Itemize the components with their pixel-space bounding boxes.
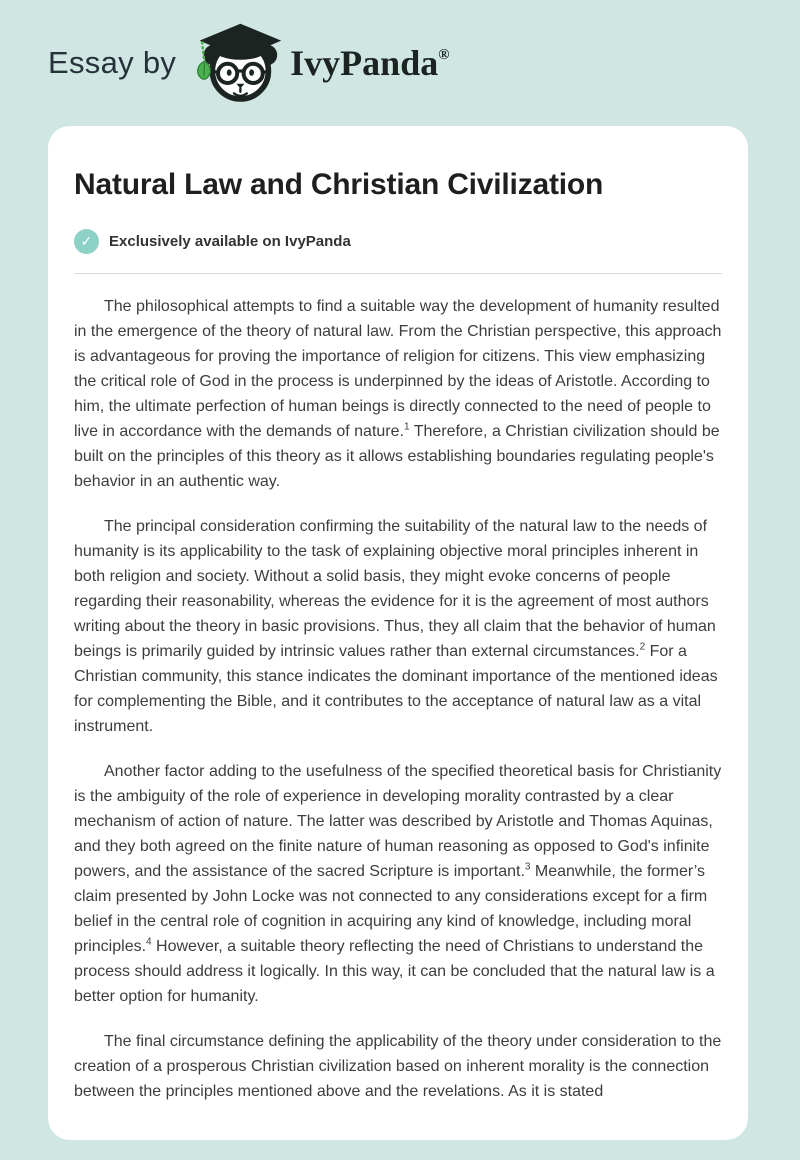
essay-title: Natural Law and Christian Civilization <box>74 168 604 201</box>
essay-paragraph <box>74 1029 722 1104</box>
brand-text: IvyPanda <box>290 43 439 83</box>
exclusive-label: Exclusively available on IvyPanda <box>109 232 351 250</box>
divider <box>74 273 722 274</box>
panda-graduate-icon <box>192 23 284 103</box>
paragraph-text: Meanwhile, the former’s claim presented by John Locke was not connected to any considerations except for a firm belief in the central role of cognition in acquiring any kind of knowledge, including moral principles. <box>74 862 708 955</box>
essay-body <box>74 294 722 1104</box>
ivypanda-logo <box>192 23 449 103</box>
essay-paragraph <box>74 514 722 739</box>
essay-paragraph <box>74 294 722 494</box>
header <box>0 0 800 126</box>
paragraph-text: Another factor adding to the usefulness of the specified theoretical basis for Christianity is the ambiguity of the role of experience in developing morality contrasted by a clear mechanism of action of nature. The latter was described by Aristotle and Thomas Aquinas, and they both agreed on the finite nature of human reasoning as opposed to God's infinite powers, and the assistance of the sacred Scripture is important. <box>74 762 722 880</box>
footnote-marker: 2 <box>639 641 646 653</box>
essay-card <box>48 126 748 1140</box>
footnote-marker: 1 <box>403 421 410 433</box>
exclusive-row <box>74 229 722 254</box>
paragraph-text: For a Christian community, this stance indicates the dominant importance of the mentioned ideas for complementing the Bible, and it contributes to the acceptance of natural law as a vital instrument. <box>74 642 718 735</box>
essay-by-label: Essay by <box>48 45 177 80</box>
footnote-marker: 4 <box>146 936 152 948</box>
paragraph-text: The principal consideration confirming the suitability of the natural law to the needs of humanity is its applicability to the task of explaining objective moral principles inherent in both religion and society. Without a solid basis, they might evoke concerns of people regarding their reasonability, whereas the evidence for it is the agreement of most authors writing about the theory in basic provisions. Thus, they all claim that the behavior of human beings is primarily guided by intrinsic values rather than external circumstances. <box>74 517 716 660</box>
registered-mark: ® <box>438 47 450 63</box>
paragraph-text: The philosophical attempts to find a suitable way the development of humanity resulted in the emergence of the theory of natural law. From the Christian perspective, this approach is advantageous for proving the importance of religion for citizens. This view emphasizing the critical role of God in the process is underpinned by the ideas of Aristotle. According to him, the ultimate perfection of human beings is directly connected to the need of people to live in accordance with the demands of nature. <box>74 297 722 440</box>
paragraph-text: The final circumstance defining the applicability of the theory under consideration to the creation of a prosperous Christian civilization based on inherent morality is the connection between the principles mentioned above and the revelations. As it is stated <box>74 1032 722 1100</box>
paragraph-text: However, a suitable theory reflecting the need of Christians to understand the process should address it logically. In this way, it can be concluded that the natural law is a better option for humanity. <box>74 937 715 1005</box>
paragraph-text: Therefore, a Christian civilization should be built on the principles of this theory as it allows establishing boundaries regulating people's behavior in an authentic way. <box>74 422 720 490</box>
check-icon: ✓ <box>74 229 99 254</box>
ivypanda-wordmark <box>290 45 449 81</box>
footnote-marker: 3 <box>524 861 531 873</box>
essay-paragraph <box>74 759 722 1009</box>
